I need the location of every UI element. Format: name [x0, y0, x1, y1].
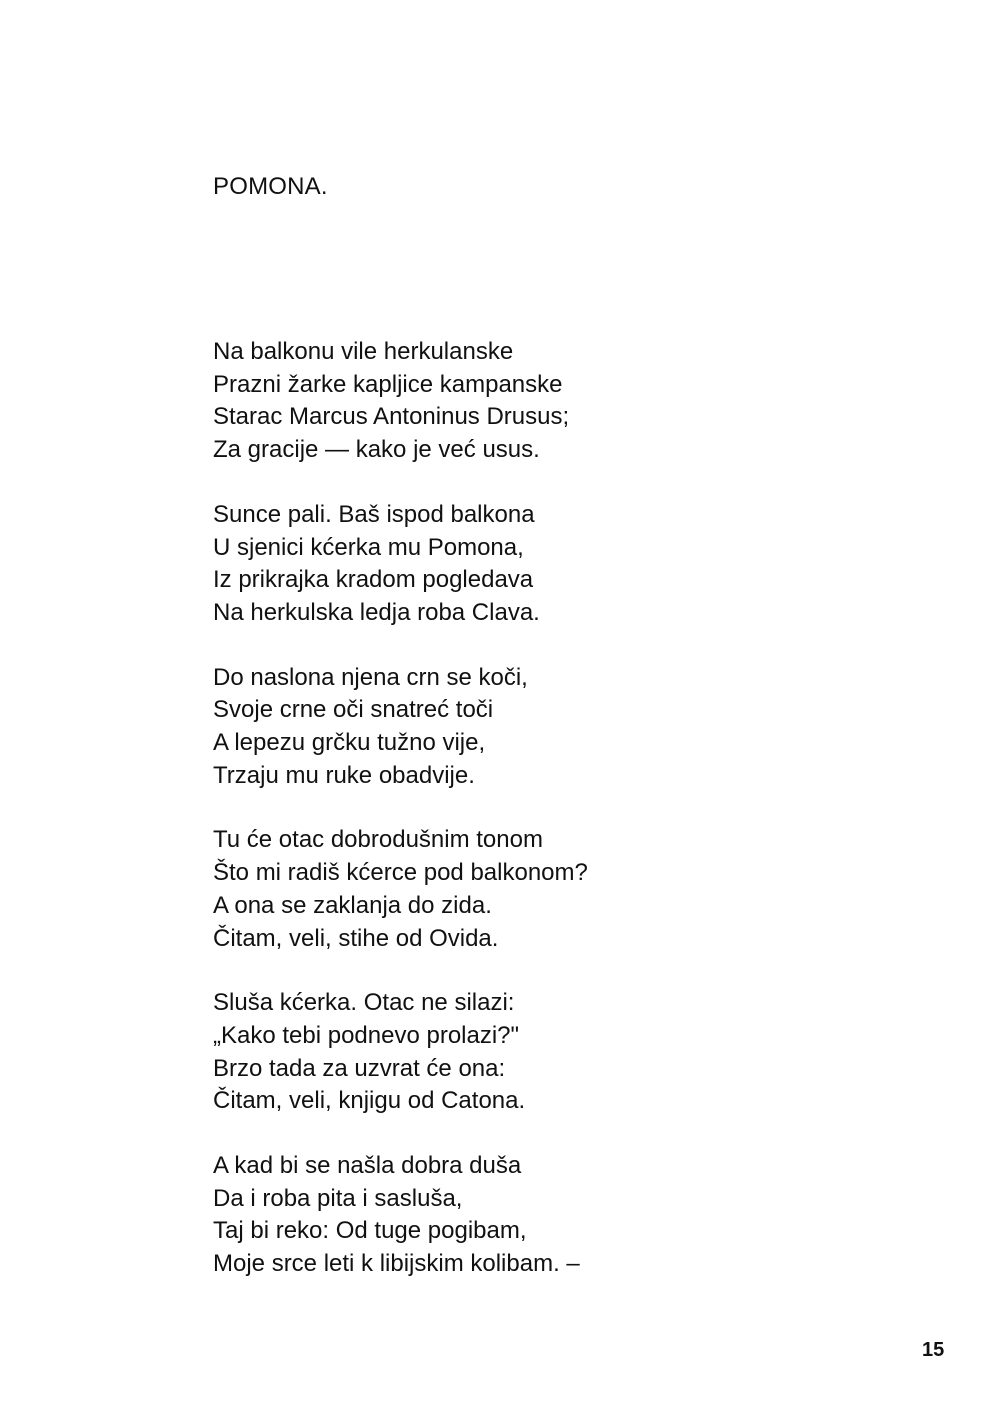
- stanza-2: [213, 499, 913, 630]
- poem-line: Iz prikrajka kradom pogledava: [213, 566, 534, 594]
- poem-line: Sunce pali. Baš ispod balkona: [213, 500, 535, 528]
- poem-line: Svoje crne oči snatreć toči: [213, 696, 494, 724]
- poem-line: Prazni žarke kapljice kampanske: [213, 370, 563, 398]
- poem-line: Za gracije — kako je već usus.: [213, 436, 540, 464]
- stanza-4: [213, 824, 913, 955]
- poem-line: A lepezu grčku tužno vije,: [213, 729, 486, 757]
- poem-line: A ona se zaklanja do zida.: [213, 891, 492, 919]
- poem-line: U sjenici kćerka mu Pomona,: [213, 533, 524, 561]
- poem-line: Tu će otac dobrodušnim tonom: [213, 826, 543, 854]
- stanza-3: [213, 662, 913, 793]
- poem-line: Taj bi reko: Od tuge pogibam,: [213, 1217, 527, 1245]
- poem-line: Moje srce leti k libijskim kolibam. –: [213, 1250, 580, 1278]
- poem-line: Trzaju mu ruke obadvije.: [213, 761, 475, 789]
- page-number: 15: [922, 1339, 945, 1361]
- poem-line: A kad bi se našla dobra duša: [213, 1152, 522, 1180]
- poem-line: Sluša kćerka. Otac ne silazi:: [213, 989, 515, 1017]
- poem-line: Da i roba pita i sasluša,: [213, 1184, 463, 1212]
- poem-body: [213, 336, 913, 1313]
- poem-line: Što mi radiš kćerce pod balkonom?: [213, 859, 588, 887]
- poem-title: POMONA.: [213, 173, 328, 200]
- stanza-6: [213, 1150, 913, 1281]
- stanza-1: [213, 336, 913, 467]
- poem-line: Brzo tada za uzvrat će ona:: [213, 1054, 506, 1082]
- poem-line: Čitam, veli, stihe od Ovida.: [213, 924, 499, 952]
- poem-line: Na herkulska ledja roba Clava.: [213, 598, 540, 626]
- stanza-5: [213, 987, 913, 1118]
- poem-line: Na balkonu vile herkulanske: [213, 338, 514, 365]
- poem-line: Čitam, veli, knjigu od Catona.: [213, 1087, 526, 1115]
- poem-line: „Kako tebi podnevo prolazi?": [213, 1021, 520, 1049]
- poem-line: Do naslona njena crn se koči,: [213, 663, 528, 691]
- poem-line: Starac Marcus Antoninus Drusus;: [213, 403, 570, 431]
